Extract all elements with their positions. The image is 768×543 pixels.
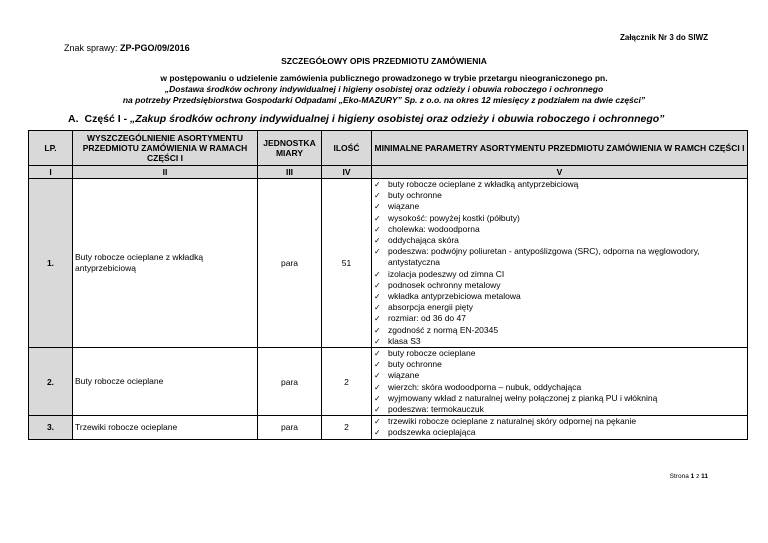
parameter-list [374,348,745,415]
section-letter: A. [68,113,79,125]
parameter-item [374,370,745,381]
parameter-item [374,235,745,246]
section-prefix: Część I - [84,113,128,125]
parameter-item [374,302,745,313]
procurement-name-line-2: na potrzeby Przedsiębiorstwa Gospodarki Odpadami „Eko-MAZURY” Sp. z o.o. na okres 12 miesięcy z podziałem na dwie części” [122,95,646,105]
column-header-lp: LP. [29,131,73,166]
parameter-item [374,325,745,336]
checkmark-icon: ✓ [374,360,381,370]
parameter-item [374,269,745,280]
parameter-text: buty robocze ocieplane [388,348,476,359]
parameter-text: wysokość: powyżej kostki (półbuty) [388,212,520,223]
parameter-item [374,348,745,359]
parameter-item [374,416,745,427]
parameter-text: wierzch: skóra wodoodporna – nubuk, oddychająca [388,381,582,392]
parameter-text: buty robocze ocieplane z wkładką antyprzebiciową [388,179,579,189]
parameter-item [374,224,745,235]
table-row [29,348,748,416]
checkmark-icon: ✓ [374,371,381,381]
checkmark-icon: ✓ [374,236,381,246]
parameter-text: wiązane [388,201,420,212]
checkmark-icon: ✓ [374,303,381,313]
roman-numeral: V [372,166,748,179]
parameter-list [374,416,745,438]
parameter-item [374,382,745,393]
row-unit: para [258,348,322,416]
checkmark-icon: ✓ [374,247,381,257]
parameter-text: podeszwa: termokauczuk [388,404,484,415]
table-row [29,179,748,348]
checkmark-icon: ✓ [374,269,381,279]
checkmark-icon: ✓ [374,213,381,223]
row-lp: 3. [29,416,73,439]
parameter-item [374,313,745,324]
table-row [29,416,748,439]
parameter-text: buty ochronne [388,359,442,370]
parameter-item [374,393,745,404]
section-title: „Zakup środków ochrony indywidualnej i higieny osobistej oraz odzieży i obuwia roboczego i ochronnego” [130,113,665,125]
row-parameters [372,179,748,348]
parameter-item [374,190,745,201]
parameter-item [374,427,745,438]
case-reference [64,43,190,53]
row-unit: para [258,416,322,439]
column-header-name: WYSZCZEGÓLNIENIE ASORTYMENTU PRZEDMIOTU ZAMÓWIENIA W RAMACH CZĘŚCI I [73,131,258,166]
parameter-text: trzewiki robocze ocieplane z naturalnej skóry odpornej na pękanie [388,416,637,427]
checkmark-icon: ✓ [374,393,381,403]
column-header-qty: ILOŚĆ [322,131,372,166]
parameter-item [374,213,745,224]
parameter-text: oddychająca skóra [388,235,459,246]
procedure-line: w postępowaniu o udzielenie zamówienia publicznego prowadzonego w trybie przetargu nieograniczonego pn. [160,73,608,83]
checkmark-icon: ✓ [374,405,381,415]
parameter-text: wiązane [388,370,420,381]
page-label: Strona [669,473,689,480]
page-total: 11 [701,473,708,480]
document-title: SZCZEGÓŁOWY OPIS PRZEDMIOTU ZAMÓWIENIA [281,56,487,66]
parameter-item [374,179,745,190]
column-header-params: MINIMALNE PARAMETRY ASORTYMENTU PRZEDMIOTU ZAMÓWIENIA W RAMCH CZĘŚCI I [372,131,748,166]
parameter-text: podnosek ochronny metalowy [388,279,501,290]
parameter-item [374,201,745,212]
parameter-item [374,336,745,347]
parameter-text: podeszwa: podwójny poliuretan - antypoślizgowa (SRC), odporna na węglowodory, antystatyczna [388,246,700,268]
row-lp: 1. [29,179,73,348]
parameter-text: rozmiar: od 36 do 47 [388,313,466,324]
checkmark-icon: ✓ [374,428,381,438]
checkmark-icon: ✓ [374,224,381,234]
row-item-name: Trzewiki robocze ocieplane [73,416,258,439]
parameter-text: podszewka ocieplająca [388,427,476,438]
checkmark-icon: ✓ [374,202,381,212]
parameter-text: zgodność z normą EN-20345 [388,324,499,335]
checkmark-icon: ✓ [374,314,381,324]
parameter-text: klasa S3 [388,335,421,346]
annex-label: Załącznik Nr 3 do SIWZ [619,33,708,42]
roman-numeral: II [73,166,258,179]
parameter-text: absorpcja energii pięty [388,302,474,313]
row-unit: para [258,179,322,348]
parameter-item [374,359,745,370]
parameter-text: cholewka: wodoodporna [388,223,480,234]
column-header-unit: JEDNOSTKA MIARY [258,131,322,166]
parameter-text: wyjmowany wkład z naturalnej wełny połączonej z pianką PU i włókniną [388,392,658,403]
page-number: 1 [690,473,695,480]
row-parameters [372,416,748,439]
checkmark-icon: ✓ [374,325,381,335]
row-item-name: Buty robocze ocieplane [73,348,258,416]
checkmark-icon: ✓ [374,349,381,359]
case-reference-value: ZP-PGO/09/2016 [120,43,190,53]
case-reference-label: Znak sprawy: [64,43,118,53]
specification-table [28,130,748,440]
parameter-item [374,404,745,415]
parameter-text: wkładka antyprzebiciowa metalowa [388,291,521,302]
row-lp: 2. [29,348,73,416]
page-of: z [696,473,700,480]
checkmark-icon: ✓ [374,382,381,392]
parameter-item [374,246,745,268]
roman-numeral: IV [322,166,372,179]
checkmark-icon: ✓ [374,191,381,201]
procurement-name-line-1: „Dostawa środków ochrony indywidualnej i higieny osobistej oraz odzieży i obuwia roboczego i ochronnego [164,84,604,94]
parameter-list [374,179,745,347]
parameter-item [374,280,745,291]
parameter-item [374,291,745,302]
row-quantity: 51 [322,179,372,348]
section-heading [68,113,664,125]
row-item-name: Buty robocze ocieplane z wkładką antyprzebiciową [73,179,258,348]
row-quantity: 2 [322,348,372,416]
row-quantity: 2 [322,416,372,439]
checkmark-icon: ✓ [374,292,381,302]
parameter-text: izolacja podeszwy od zimna CI [388,268,505,279]
checkmark-icon: ✓ [374,336,381,346]
row-parameters [372,348,748,416]
checkmark-icon: ✓ [374,280,381,290]
page-footer [670,473,708,480]
roman-numeral: I [29,166,73,179]
parameter-text: buty ochronne [388,190,442,201]
checkmark-icon: ✓ [374,180,381,189]
roman-numeral: III [258,166,322,179]
checkmark-icon: ✓ [374,417,381,427]
